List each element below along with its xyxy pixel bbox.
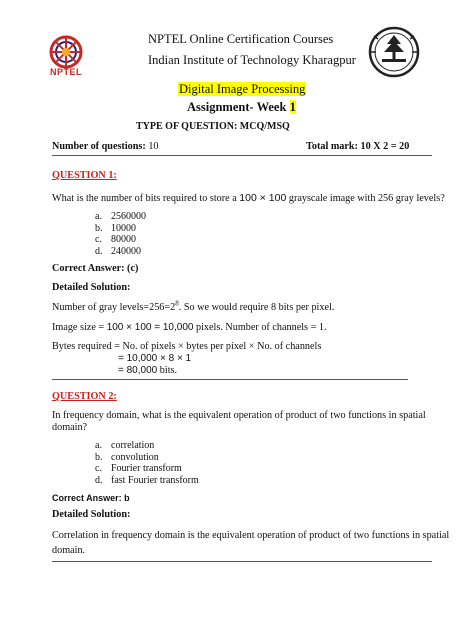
type-of-question: TYPE OF QUESTION: MCQ/MSQ: [136, 121, 290, 132]
solution-math: 100 × 100 = 10,000: [106, 322, 194, 333]
list-item: [95, 440, 199, 452]
option-letter: b.: [95, 222, 103, 234]
course-title: Digital Image Processing: [179, 82, 306, 96]
divider: [52, 155, 432, 156]
list-item: [95, 211, 146, 223]
option-text: Fourier transform: [111, 463, 182, 475]
iit-kgp-logo: [368, 26, 420, 78]
option-text: fast Fourier transform: [111, 474, 199, 486]
q1-solution-line4: = 10,000 × 8 × 1: [118, 353, 192, 364]
q1-heading: QUESTION 1:: [52, 170, 117, 181]
total-mark: Total mark: 10 X 2 = 20: [306, 141, 410, 152]
q1-detailed-solution: Detailed Solution:: [52, 282, 131, 293]
option-letter: b.: [95, 451, 103, 463]
option-text: 240000: [111, 245, 141, 257]
header-line1: NPTEL Online Certification Courses: [148, 32, 334, 46]
solution-part: bits.: [157, 365, 178, 376]
option-text: correlation: [111, 440, 155, 451]
q1-correct-answer: Correct Answer: (c): [52, 263, 139, 274]
q1-text-part: grayscale image with 256 gray levels?: [286, 193, 445, 204]
option-text: 2560000: [111, 211, 146, 222]
q1-options: [95, 211, 146, 257]
option-letter: a.: [95, 211, 102, 222]
option-letter: c.: [95, 463, 102, 475]
q2-detailed-solution: Detailed Solution:: [52, 509, 131, 520]
list-item: [95, 223, 146, 235]
divider: [52, 561, 432, 562]
option-text: 10000: [111, 222, 136, 234]
divider: [52, 379, 408, 380]
number-of-questions: [52, 141, 159, 153]
q1-text: [52, 192, 445, 205]
num-questions-value: 10: [145, 141, 159, 152]
list-item: [95, 463, 199, 475]
q2-text-line1: In frequency domain, what is the equivalent operation of product of two functions in spatial: [52, 410, 426, 421]
solution-superscript: 8: [175, 299, 179, 308]
list-item: [95, 475, 199, 487]
assignment-heading: [187, 100, 296, 114]
solution-part: Image size =: [52, 322, 107, 333]
iit-kgp-emblem-icon: [368, 26, 420, 78]
option-text: convolution: [111, 451, 159, 463]
nptel-logo-text: NPTEL: [50, 67, 83, 77]
list-item: [95, 234, 146, 246]
header-line2: Indian Institute of Technology Kharagpur: [148, 53, 356, 67]
option-letter: d.: [95, 474, 103, 486]
q2-correct-answer: Correct Answer: b: [52, 493, 130, 503]
solution-part: Number of gray levels=256=2: [52, 302, 176, 313]
option-letter: d.: [95, 245, 103, 257]
nptel-logo: [38, 34, 94, 80]
list-item: [95, 452, 199, 464]
option-letter: a.: [95, 440, 102, 451]
q2-text-line2: domain?: [52, 422, 88, 433]
q1-solution-line5: [118, 365, 177, 377]
option-letter: c.: [95, 234, 102, 246]
num-questions-label: Number of questions:: [52, 141, 146, 152]
q2-heading: QUESTION 2:: [52, 391, 117, 402]
q1-solution-line1: [52, 299, 335, 314]
q2-solution-line2: domain.: [52, 545, 86, 556]
q2-options: [95, 440, 199, 486]
q2-solution-line1: Correlation in frequency domain is the equivalent operation of product of two functions in spatial: [52, 530, 450, 541]
solution-part: pixels. Number of channels = 1.: [193, 322, 327, 333]
assignment-week: 1: [289, 100, 296, 114]
q1-solution-line2: [52, 322, 327, 334]
solution-math: = 80,000: [118, 365, 158, 376]
q1-text-part: What is the number of bits required to store a: [52, 193, 240, 204]
assignment-prefix: Assignment- Week: [187, 100, 290, 114]
option-text: 80000: [111, 234, 136, 246]
solution-part: . So we would require 8 bits per pixel.: [178, 302, 335, 313]
q1-text-math: 100 × 100: [239, 192, 287, 204]
q1-solution-line3: Bytes required = No. of pixels × bytes per pixel × No. of channels: [52, 341, 322, 352]
list-item: [95, 246, 146, 258]
